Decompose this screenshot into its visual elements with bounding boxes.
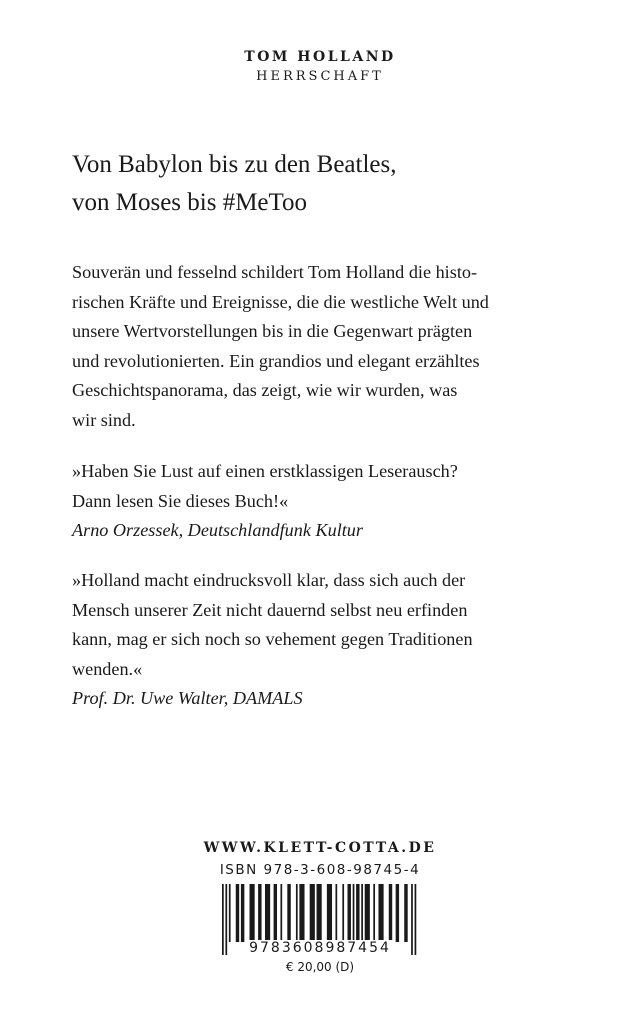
author-name: TOM HOLLAND: [244, 49, 396, 65]
barcode-bar: [365, 884, 370, 942]
book-header: [0, 48, 640, 86]
barcode-bar: [353, 884, 355, 942]
blurb-line: rischen Kräfte und Ereignisse, die die westliche Welt und: [72, 291, 489, 312]
barcode-bar: [236, 884, 239, 942]
barcode-bar: [250, 884, 255, 942]
blurb-paragraph: [72, 258, 572, 435]
tagline-line: Von Babylon bis zu den Beatles,: [72, 151, 397, 178]
barcode-bar: [348, 884, 351, 942]
review-quote: [72, 457, 572, 546]
publisher-url: WWW.KLETT-COTTA.DE: [203, 840, 437, 856]
barcode-bar: [310, 884, 315, 942]
review-quote: [72, 566, 572, 714]
barcode-bar: [274, 884, 277, 942]
barcode-digits: [0, 940, 640, 956]
isbn-number: ISBN 978-3-608-98745-4: [219, 862, 421, 878]
barcode-bar: [356, 884, 359, 942]
barcode-bar: [280, 884, 282, 942]
blurb-line: unsere Wertvorstellungen bis in die Gegenwart prägten: [72, 321, 473, 341]
barcode-digits-text: 9783608987454: [249, 940, 391, 956]
quote-source: Arno Orzessek, Deutschlandfunk Kultur: [72, 520, 363, 540]
barcode-bar: [378, 884, 383, 942]
barcode-bar: [229, 884, 231, 942]
quote-line: »Holland macht eindrucksvoll klar, dass sich auch der: [72, 570, 466, 590]
barcode-bar: [342, 884, 344, 942]
blurb-line: wir sind.: [72, 409, 136, 430]
quote-line: wenden.«: [72, 658, 143, 679]
barcode-bar: [265, 884, 270, 942]
barcode-bar: [373, 884, 375, 942]
barcode-bar: [317, 884, 322, 942]
barcode-bar: [287, 884, 290, 942]
barcode-bar: [389, 884, 392, 942]
barcode-bar: [327, 884, 332, 942]
quote-source: Prof. Dr. Uwe Walter, DAMALS: [72, 688, 303, 708]
barcode-bar: [335, 884, 337, 942]
tagline-line: von Moses bis #MeToo: [72, 189, 308, 216]
barcode-bar: [396, 884, 399, 942]
blurb-line: Geschichtspanorama, das zeigt, wie wir wurden, was: [72, 380, 458, 400]
barcode-bar: [241, 884, 244, 942]
book-title: HERRSCHAFT: [256, 69, 384, 84]
price-label: € 20,00 (D): [285, 960, 355, 974]
quote-line: »Haben Sie Lust auf einen erstklassigen Leserausch?: [72, 461, 458, 481]
barcode-bar: [258, 884, 261, 942]
quote-line: Mensch unserer Zeit nicht dauernd selbst neu erfinden: [72, 599, 468, 620]
quote-line: Dann lesen Sie dieses Buch!«: [72, 490, 289, 511]
barcode-bar: [361, 884, 363, 942]
blurb-line: Souverän und fesselnd schildert Tom Holland die histo-: [72, 262, 478, 282]
tagline: [72, 146, 572, 222]
barcode-bar: [299, 884, 304, 942]
barcode-bar: [404, 884, 407, 942]
barcode-bar: [296, 884, 298, 942]
quote-line: kann, mag er sich noch so vehement gegen Traditionen: [72, 629, 473, 649]
blurb-line: und revolutionierten. Ein grandios und elegant erzähltes: [72, 350, 480, 371]
